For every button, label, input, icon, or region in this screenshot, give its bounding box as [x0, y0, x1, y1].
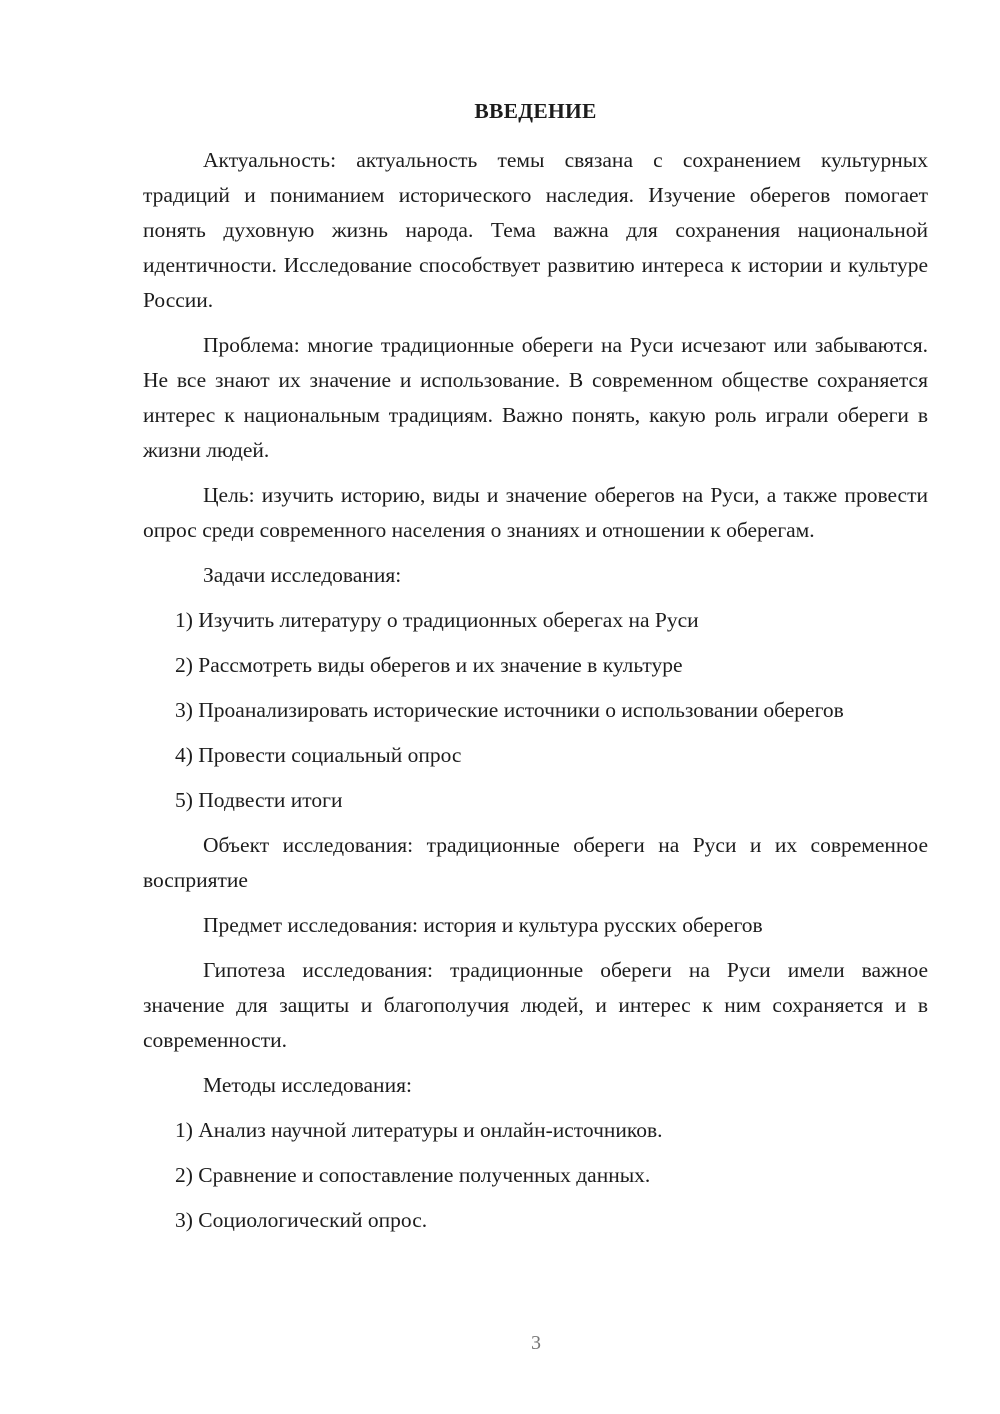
task-item-2: 2) Рассмотреть виды оберегов и их значение в культуре [175, 653, 683, 677]
method-item-2: 2) Сравнение и сопоставление полученных данных. [175, 1163, 651, 1187]
tasks-heading: Задачи исследования: [203, 563, 402, 587]
method-item-3: 3) Социологический опрос. [175, 1208, 428, 1232]
paragraph-subject: Предмет исследования: история и культура русских оберегов [203, 913, 763, 937]
paragraph-goal: Цель: изучить историю, виды и значение оберегов на Руси, а также провести опрос среди современного населения о знаниях и отношении к оберегам. [143, 483, 928, 542]
task-item-3: 3) Проанализировать исторические источники о использовании оберегов [175, 698, 844, 722]
section-title: ВВЕДЕНИЕ [474, 99, 597, 123]
task-item-1: 1) Изучить литературу о традиционных оберегах на Руси [175, 608, 699, 632]
methods-heading: Методы исследования: [203, 1073, 412, 1097]
task-item-4: 4) Провести социальный опрос [175, 743, 462, 767]
paragraph-relevance: Актуальность: актуальность темы связана с сохранением культурных традиций и пониманием исторического наследия. Изучение оберегов помогает понять духовную жизнь народа. Тема важна для сохранения национальной идентичности. Исследование способствует развитию интереса к истории и культуре России. [143, 148, 928, 312]
paragraph-problem: Проблема: многие традиционные обереги на Руси исчезают или забываются. Не все знают их значение и использование. В современном обществе сохраняется интерес к национальным традициям. Важно понять, какую роль играли обереги в жизни людей. [143, 333, 928, 462]
document-page [143, 94, 928, 1248]
task-item-5: 5) Подвести итоги [175, 788, 343, 812]
page-number: 3 [531, 1332, 541, 1354]
paragraph-object: Объект исследования: традиционные обереги на Руси и их современное восприятие [143, 833, 928, 892]
method-item-1: 1) Анализ научной литературы и онлайн-источников. [175, 1118, 663, 1142]
paragraph-hypothesis: Гипотеза исследования: традиционные обереги на Руси имели важное значение для защиты и благополучия людей, и интерес к ним сохраняется и в современности. [143, 958, 928, 1052]
